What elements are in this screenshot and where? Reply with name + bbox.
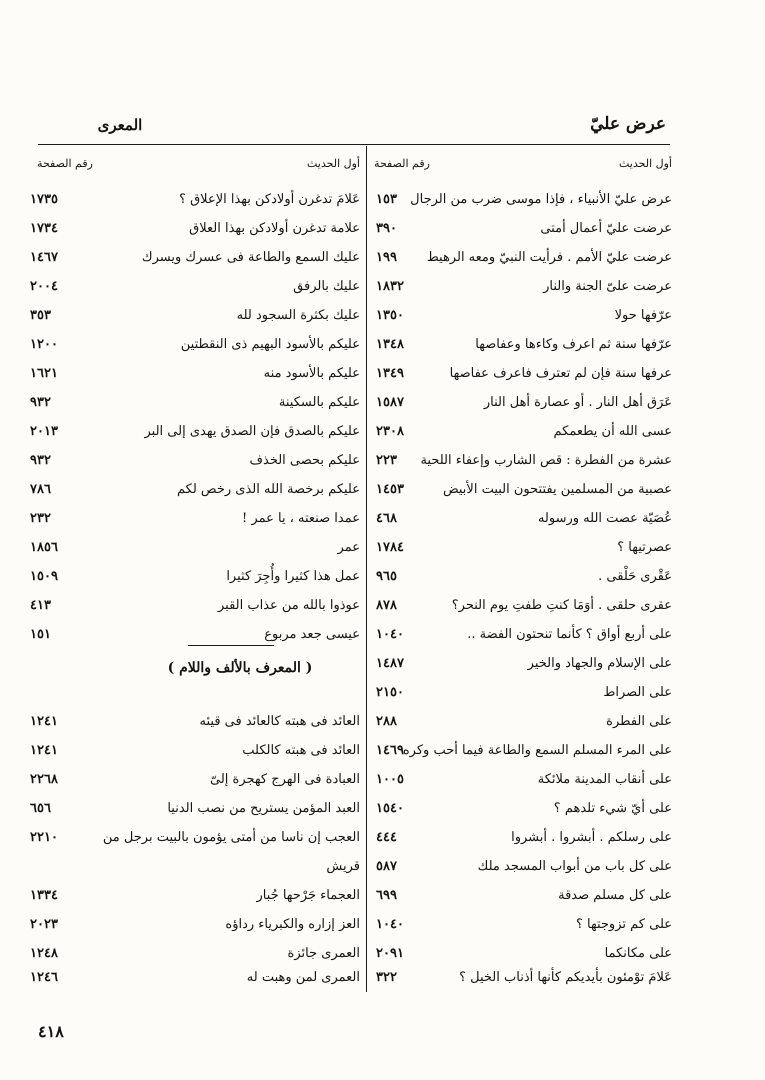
running-head-left: المعرى — [97, 116, 143, 134]
right-entry-page: ٤٦٨ — [376, 511, 397, 526]
right-entry-text: على كل مسلم صدقة — [558, 888, 672, 903]
right-entry-text: عَقْرى حَلْقى . — [598, 569, 672, 584]
right-entry-text: عسى الله أن يطعمكم — [553, 424, 672, 439]
left-entry-page: ١٢٠٠ — [30, 337, 58, 352]
right-entry-page: ١٨٣٢ — [376, 279, 404, 294]
right-entry-page: ٥٨٧ — [376, 859, 397, 874]
right-entry-page: ١٣٥٠ — [376, 308, 404, 323]
left-entry-text: عمدا صنعته ، يا عمر ! — [242, 511, 360, 526]
left-entry-text: عليك بكثرة السجود لله — [236, 308, 360, 323]
right-entry-text: على أنقاب المدينة ملائكة — [537, 772, 672, 787]
left-entry-page — [30, 853, 100, 881]
right-entry-page: ١٩٩ — [376, 250, 397, 265]
right-entry-text: على أيّ شيء تلدهم ؟ — [553, 801, 672, 816]
left-entry-page: ١٥١ — [30, 627, 51, 642]
left-entry-page: ١٨٥٦ — [30, 540, 58, 555]
left-entry-text: العز إزاره والكبرياء رداؤه — [225, 917, 360, 932]
right-entry-text: عرضت عليّ أعمال أمتى — [540, 221, 672, 236]
right-entry-text: عرّفها حولا — [614, 308, 672, 323]
left-entry-page: ٦٥٦ — [30, 801, 51, 816]
right-entry-text: عَرَق أهل النار . أو عصارة أهل النار — [483, 395, 672, 410]
left-entry-text: العمرى لمن وهبت له — [246, 970, 360, 985]
left-entry-page: ١٢٤٦ — [30, 970, 58, 985]
right-entry-page: ١٤٦٩ — [376, 743, 404, 758]
left-entry-page: ١٦٢١ — [30, 366, 58, 381]
right-entry-text: عرضت عليّ الأمم . فرأيت النبيّ ومعه الرهيط — [426, 250, 672, 265]
left-entry-text: عليكم بالأسود منه — [263, 366, 360, 381]
right-entry-text: عصبية من المسلمين يفتتحون البيت الأبيض — [442, 482, 672, 497]
right-entry-text: عشرة من الفطرة : قص الشارب وإعفاء اللحية — [420, 453, 672, 468]
right-entry-page: ١٤٥٣ — [376, 482, 404, 497]
left-entry-text: العائد فى هبته كالكلب — [242, 743, 360, 758]
left-entry-text: عليكم بالأسود البهيم ذى النقطتين — [180, 337, 360, 352]
left-entry-text: عليكم بالصدق فإن الصدق يهدى إلى البر — [144, 424, 360, 439]
left-entry-page: ٢٠٢٣ — [30, 917, 58, 932]
left-entry-text: عليكم بالسكينة — [278, 395, 360, 410]
left-entry-page: ٤١٣ — [30, 598, 51, 613]
right-entry-page: ١٠٤٠ — [376, 917, 404, 932]
left-entry-page: ٢٢٦٨ — [30, 772, 58, 787]
right-text-column-header: أول الحديث — [618, 157, 672, 170]
section-divider — [188, 645, 274, 646]
right-number-column-header: رقم الصفحة — [374, 157, 430, 170]
right-entry-text: عُصَيّة عصت الله ورسوله — [537, 511, 672, 526]
right-entry-page: ٢٠٩١ — [376, 946, 404, 961]
right-entry-text: عرض عليّ الأنبياء ، فإذا موسى ضرب من الرجال — [410, 192, 672, 207]
left-entry-text: العجماء جَرْحها جُبار — [256, 888, 360, 903]
right-entry-page: ٢١٥٠ — [376, 685, 404, 700]
left-entry-text: عليكم برخصة الله الذى رخص لكم — [177, 482, 360, 497]
left-entry-page: ١٧٣٥ — [30, 192, 58, 207]
left-entry-page: ٩٣٢ — [30, 453, 51, 468]
left-entry-text: عمل هذا كثيرا وأُجِرَ كثيرا — [226, 569, 360, 584]
left-entry-page: ١٢٤١ — [30, 714, 58, 729]
right-entry-text: عرّفها سنة ثم اعرف وكاءها وعفاصها — [475, 337, 672, 352]
left-entry-page: ٣٥٣ — [30, 308, 51, 323]
right-entry-text: على الإسلام والجهاد والخير — [527, 656, 672, 671]
right-entry-text: على أربع أواق ؟ كأنما تنحتون الفضة .. — [467, 627, 672, 642]
right-entry-page: ٢٨٨ — [376, 714, 397, 729]
left-entry-text: العمرى جائزة — [287, 946, 360, 961]
right-entry-text: على رسلكم . أبشروا . أبشروا — [511, 830, 672, 845]
left-entry-text: عمر — [337, 540, 360, 555]
right-entry-page: ١٠٠٥ — [376, 772, 404, 787]
left-entry-page: ٧٨٦ — [30, 482, 51, 497]
right-entry-page: ١٥٤٠ — [376, 801, 404, 816]
left-entry-text: عَلامَ تدغرن أولادكن بهذا الإعلاق ؟ — [179, 192, 360, 207]
left-entry-page: ١٤٦٧ — [30, 250, 58, 265]
right-entry-text: عقرى حلقى . أوَمَا كنتِ طفتِ يوم النحر؟ — [451, 598, 672, 613]
right-entry-page: ٨٧٨ — [376, 598, 397, 613]
right-entry-page: ٩٦٥ — [376, 569, 397, 584]
left-entry-text: عليكم بحصى الخذف — [249, 453, 360, 468]
left-entry-text: علامة تدغرن أولادكن بهذا العلاق — [189, 221, 360, 236]
left-entry-text: عوذوا بالله من عذاب القبر — [217, 598, 360, 613]
right-entry-page: ٣٢٢ — [376, 970, 397, 985]
right-entry-text: على المرء المسلم السمع والطاعة فيما أحب وكره — [402, 743, 672, 758]
left-number-column-header: رقم الصفحة — [37, 157, 93, 170]
left-entry-text: عليك بالرفق — [293, 279, 360, 294]
right-entry-text: عرفها سنة فإن لم تعترف فاعرف عفاصها — [449, 366, 672, 381]
right-entry-page: ١٥٨٧ — [376, 395, 404, 410]
left-entry-page: ١٣٣٤ — [30, 888, 58, 903]
right-entry-text: على مكانكما — [604, 946, 672, 961]
right-entry-page: ٢٣٠٨ — [376, 424, 404, 439]
left-entry-text: العبادة فى الهرج كهجرة إلىّ — [209, 772, 360, 787]
right-entry-text: على كل باب من أبواب المسجد ملك — [477, 859, 672, 874]
right-entry-text: عرضت علىّ الجنة والنار — [543, 279, 672, 294]
right-entry-text: على الصراط — [603, 685, 672, 700]
header-rule — [38, 144, 670, 145]
right-entry-page: ١٣٤٨ — [376, 337, 404, 352]
left-entry-text: عليك السمع والطاعة فى عسرك ويسرك — [141, 250, 360, 265]
running-head-right: عرض عليّ — [590, 114, 666, 134]
left-text-column-header: أول الحديث — [306, 157, 360, 170]
right-entry-page: ١٧٨٤ — [376, 540, 404, 555]
left-entry-page: ١٧٣٤ — [30, 221, 58, 236]
left-entry-text: العجب إن ناسا من أمتى يؤمون بالبيت برجل من — [102, 830, 360, 845]
left-entry-page: ٢٣٢ — [30, 511, 51, 526]
left-entry-page: ١٥٠٩ — [30, 569, 58, 584]
left-entry-text: قريش — [326, 859, 360, 874]
left-entry-page: ٢٠٠٤ — [30, 279, 58, 294]
right-entry-page: ١٤٨٧ — [376, 656, 404, 671]
right-entry-page: ١٣٤٩ — [376, 366, 404, 381]
left-entry-page: ١٢٤١ — [30, 743, 58, 758]
right-entry-page: ١٠٤٠ — [376, 627, 404, 642]
right-entry-page: ٤٤٤ — [376, 830, 397, 845]
right-entry-page: ٢٢٣ — [376, 453, 397, 468]
right-entry-text: عَلامَ توْمئون بأيديكم كأنها أذناب الخيل ؟ — [459, 970, 672, 985]
left-entry-text: العائد فى هبته كالعائد فى قيئه — [199, 714, 360, 729]
left-entry-text: العبد المؤمن يستريح من نصب الدنيا — [167, 801, 360, 816]
right-entry-page: ٦٩٩ — [376, 888, 397, 903]
column-divider — [366, 146, 367, 992]
left-entry-text: عيسى جعد مربوع — [264, 627, 360, 642]
left-entry-page: ٩٣٢ — [30, 395, 51, 410]
left-entry-page: ٢٢١٠ — [30, 830, 58, 845]
right-entry-text: على الفطرة — [606, 714, 672, 729]
right-entry-page: ٣٩٠ — [376, 221, 397, 236]
right-entry-text: على كم تزوجتها ؟ — [575, 917, 672, 932]
right-entry-page: ١٥٣ — [376, 192, 397, 207]
section-heading: ( المعرف بالألف واللام ) — [167, 660, 313, 676]
right-entry-text: عصرتيها ؟ — [617, 540, 672, 555]
page-number: ٤١٨ — [38, 1022, 64, 1041]
left-entry-page: ٢٠١٣ — [30, 424, 58, 439]
left-entry-page: ١٢٤٨ — [30, 946, 58, 961]
